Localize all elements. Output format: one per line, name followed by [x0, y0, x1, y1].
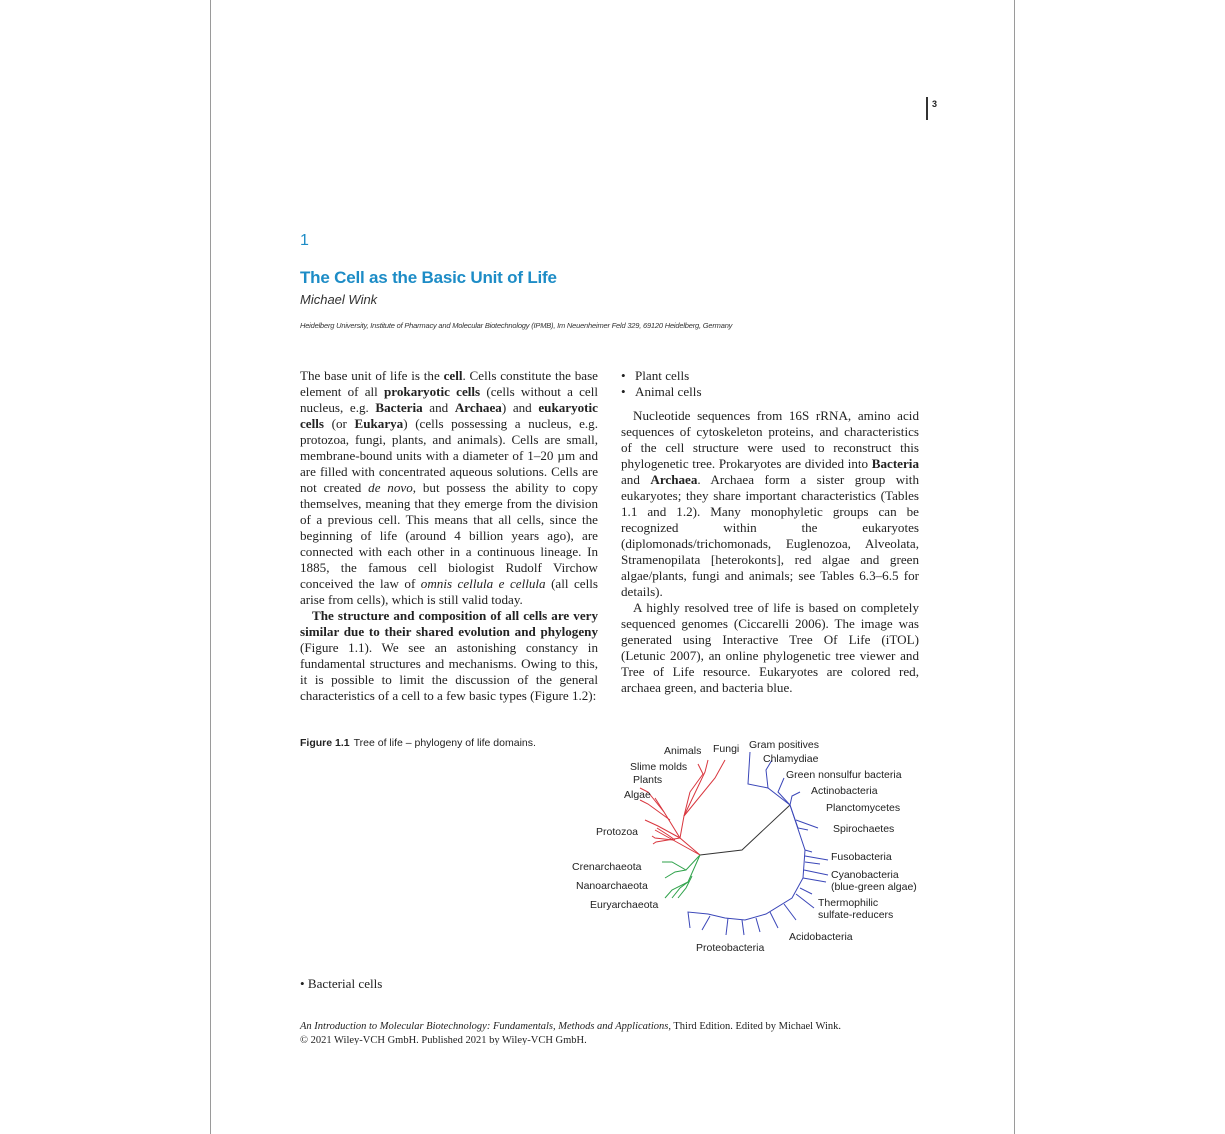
figure-label: Figure 1.1: [300, 737, 350, 749]
text-run: and: [621, 472, 651, 487]
label-actinobacteria: Actinobacteria: [811, 785, 878, 797]
author-affiliation: Heidelberg University, Institute of Pharmacy and Molecular Biotechnology (IPMB), Im Neuenheimer Feld 329, 69120 Heidelberg, Germany: [300, 321, 733, 330]
intro-paragraph: [300, 368, 598, 608]
book-edition: Third Edition. Edited by Michael Wink.: [670, 1021, 842, 1032]
term-prokaryotic-cells: prokaryotic cells: [384, 384, 481, 399]
emphasis-structure: The structure and composition of all cells are very similar due to their shared evolution and phylogeny: [300, 608, 598, 639]
tree-of-life-diagram: [560, 730, 930, 960]
bullet-text: Bacterial cells: [307, 976, 383, 991]
label-nanoarchaeota: Nanoarchaeota: [576, 880, 648, 892]
text-run: ) and: [501, 400, 539, 415]
chapter-author: Michael Wink: [300, 292, 378, 307]
left-column: [300, 368, 598, 704]
text-run: ) (cells possessing a nucleus, e.g. protozoa, fungi, plants, and animals). Cells are small, membrane-bound units with a diameter of 1–20 µm and are filled with concentrated aqueous solutions. Cells are not created: [300, 416, 598, 495]
chapter-number: 1: [300, 232, 309, 249]
text-run: (cells without a cell nucleus, e.g.: [300, 384, 598, 415]
archaea-branches: [662, 855, 700, 898]
term-de-novo: de novo: [368, 480, 413, 495]
figure-caption-text: Tree of life – phylogeny of life domains.: [353, 737, 536, 749]
structure-paragraph: [300, 608, 598, 704]
label-crenarchaeota: Crenarchaeota: [572, 861, 642, 873]
text-run: (or: [324, 416, 355, 431]
text-run: , but possess the ability to copy themselves, meaning that they emerge from the division of a previous cell. This means that all cells, since the beginning of life (around 4 billion years ago), are connected with each other in a continuous lineage. In 1885, the famous cell biologist Rudolf Virchow conceived the law of: [300, 480, 598, 591]
label-chlamydiae: Chlamydiae: [763, 753, 819, 765]
term-bacteria: Bacteria: [871, 456, 919, 471]
list-item: • Animal cells: [621, 384, 919, 400]
book-title: An Introduction to Molecular Biotechnology: Fundamentals, Methods and Applications,: [300, 1021, 671, 1032]
tree-root: [700, 805, 790, 855]
footer-copyright: © 2021 Wiley-VCH GmbH. Published 2021 by Wiley-VCH GmbH.: [300, 1035, 587, 1045]
chapter-title: The Cell as the Basic Unit of Life: [300, 268, 557, 287]
label-cyanobacteria: Cyanobacteria: [831, 869, 899, 881]
label-cyanobacteria-sub: (blue-green algae): [831, 881, 917, 893]
text-run: The base unit of life is the: [300, 368, 444, 383]
text-run: Nucleotide sequences from 16S rRNA, amino acid sequences of cytoskeleton proteins, and characteristics of the cell structure were used to reconstruct this phylogenetic tree. Prokaryotes are divided into: [621, 408, 919, 471]
label-spirochaetes: Spirochaetes: [833, 823, 895, 835]
label-gram-positives: Gram positives: [749, 739, 820, 751]
label-thermophilic: Thermophilic: [818, 897, 879, 909]
taxon-labels: [572, 739, 917, 954]
label-acidobacteria: Acidobacteria: [789, 931, 853, 943]
figure-caption: [300, 737, 536, 749]
label-protozoa: Protozoa: [596, 826, 639, 838]
label-proteobacteria: Proteobacteria: [696, 942, 765, 954]
label-euryarchaeota: Euryarchaeota: [590, 899, 659, 911]
text-run: . Archaea form a sister group with eukaryotes; they share important characteristics (Tables 1.1 and 1.2). Many monophyletic groups can be recognized within the eukaryotes (diplomonads/trichomonads, Euglenozoa, Alveolata, Stramenopilata [heterokonts], red algae and green algae/plants, fungi and animals; see Tables 6.3–6.5 for details).: [621, 472, 919, 599]
term-archaea: Archaea: [650, 472, 698, 487]
footer-citation: [300, 1020, 900, 1034]
label-fungi: Fungi: [713, 743, 740, 755]
page-footer: [300, 1020, 900, 1045]
text-run: . Cells constitute the base element of all: [300, 368, 598, 399]
label-animals: Animals: [664, 745, 702, 757]
label-fusobacteria: Fusobacteria: [831, 851, 892, 863]
text-run: (all cells arise from cells), which is still valid today.: [300, 576, 598, 607]
label-algae: Algae: [624, 789, 651, 801]
list-item: • Plant cells: [621, 368, 919, 384]
term-bacteria: Bacteria: [375, 400, 423, 415]
page-number: 3: [926, 97, 937, 120]
term-cell: cell: [443, 368, 463, 383]
bacterial-cells-bullet: • Bacterial cells: [300, 976, 383, 991]
label-plants: Plants: [633, 774, 663, 786]
term-eukarya: Eukarya: [354, 416, 404, 431]
term-archaea: Archaea: [454, 400, 502, 415]
right-column: [621, 368, 919, 696]
phylogeny-paragraph: [621, 408, 919, 600]
text-run: (Figure 1.1). We see an astonishing constancy in fundamental structures and mechanisms. Owing to this, it is possible to limit the discussion of the general characteristics of a cell to a few basic types (Figure 1.2):: [300, 640, 598, 703]
label-thermophilic-sub: sulfate-reducers: [818, 909, 894, 921]
itol-paragraph: A highly resolved tree of life is based on completely sequenced genomes (Ciccarelli 2006). The image was generated using Interactive Tree Of Life (iTOL) (Letunic 2007), an online phylogenetic tree viewer and Tree of Life resource. Eukaryotes are colored red, archaea green, and bacteria blue.: [621, 600, 919, 695]
term-omnis-cellula: omnis cellula e cellula: [420, 576, 546, 591]
label-slime-molds: Slime molds: [630, 761, 688, 773]
term-eukaryotic-cells: eukaryotic cells: [300, 400, 598, 431]
text-run: and: [422, 400, 455, 415]
label-planctomycetes: Planctomycetes: [826, 802, 901, 814]
cell-type-list: [621, 368, 919, 400]
label-green-nonsulfur: Green nonsulfur bacteria: [786, 769, 902, 781]
